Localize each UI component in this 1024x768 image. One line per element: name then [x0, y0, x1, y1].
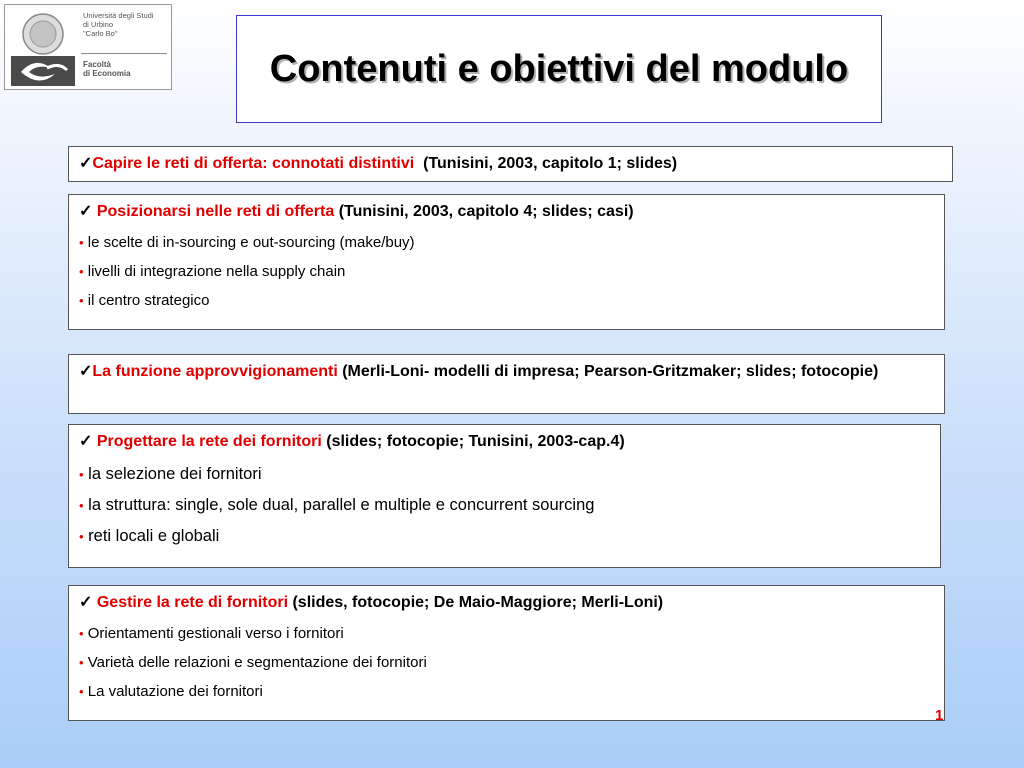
section-box: [68, 354, 945, 414]
checkmark-icon: ✓: [79, 363, 93, 380]
section-box: [68, 585, 945, 721]
title-box: [236, 15, 882, 123]
checkmark-icon: ✓: [79, 433, 97, 450]
list-item-text: la selezione dei fornitori: [88, 465, 262, 483]
list-item: [79, 683, 934, 700]
logo-line: Facoltà: [83, 60, 112, 69]
checkmark-icon: ✓: [79, 203, 97, 220]
list-item: [79, 292, 934, 309]
section-reference: (slides; fotocopie; Tunisini, 2003-cap.4): [321, 433, 625, 450]
section-heading: [79, 153, 942, 174]
logo-line: "Carlo Bo": [83, 29, 118, 38]
list-item-text: La valutazione dei fornitori: [87, 683, 263, 700]
page-number: 1: [935, 707, 944, 724]
list-item-text: la struttura: single, sole dual, parallel e multiple e concurrent sourcing: [88, 496, 595, 514]
section-topic: Gestire la rete di fornitori: [96, 594, 289, 611]
list-item: [79, 625, 934, 642]
university-seal-icon: [11, 10, 75, 86]
section-reference: (Tunisini, 2003, capitolo 1; slides): [414, 155, 678, 172]
list-item: [79, 654, 934, 671]
section-reference: (Merli-Loni- modelli di impresa; Pearson-Gritzmaker; slides; fotocopie): [337, 363, 879, 380]
slide-title: Contenuti e obiettivi del modulo: [269, 47, 849, 90]
bullet-icon: •: [79, 467, 84, 482]
list-item: [79, 263, 934, 280]
logo-divider: [81, 53, 167, 54]
logo-line: Università degli Studi: [83, 11, 154, 20]
section-heading: [79, 431, 930, 452]
list-item-text: livelli di integrazione nella supply chain: [87, 263, 346, 280]
list-item: [79, 234, 934, 251]
bullet-icon: •: [79, 626, 84, 641]
bullet-icon: •: [79, 235, 84, 250]
bullet-icon: •: [79, 264, 84, 279]
list-item: [79, 528, 930, 545]
list-item-text: reti locali e globali: [88, 527, 220, 545]
section-reference: (slides, fotocopie; De Maio-Maggiore; Merli-Loni): [288, 594, 664, 611]
section-topic: Capire le reti di offerta: connotati distintivi: [92, 155, 415, 172]
section-box: [68, 194, 945, 330]
list-item: [79, 497, 930, 514]
section-topic: Progettare la rete dei fornitori: [96, 433, 322, 450]
bullet-icon: •: [79, 684, 84, 699]
list-item: [79, 466, 930, 483]
section-topic: La funzione approvvigionamenti: [92, 363, 338, 380]
logo-faculty: [83, 60, 131, 78]
checkmark-icon: ✓: [79, 594, 97, 611]
bullet-icon: •: [79, 293, 84, 308]
logo-university-name: [83, 11, 153, 38]
list-item-text: le scelte di in-sourcing e out-sourcing (make/buy): [87, 234, 415, 251]
section-heading: [79, 592, 934, 613]
logo-line: di Urbino: [83, 20, 114, 29]
section-reference: (Tunisini, 2003, capitolo 4; slides; casi): [334, 203, 634, 220]
section-topic: Posizionarsi nelle reti di offerta: [96, 203, 335, 220]
section-heading: [79, 361, 934, 382]
list-item-text: Varietà delle relazioni e segmentazione dei fornitori: [87, 654, 427, 671]
bullet-icon: •: [79, 498, 84, 513]
section-heading: [79, 201, 934, 222]
list-item-text: il centro strategico: [87, 292, 210, 309]
section-box: [68, 424, 941, 568]
bullet-icon: •: [79, 529, 84, 544]
university-logo: [4, 4, 172, 90]
bullet-icon: •: [79, 655, 84, 670]
checkmark-icon: ✓: [79, 155, 93, 172]
list-item-text: Orientamenti gestionali verso i fornitori: [87, 625, 344, 642]
logo-line: di Economia: [83, 69, 131, 78]
section-box: [68, 146, 953, 182]
